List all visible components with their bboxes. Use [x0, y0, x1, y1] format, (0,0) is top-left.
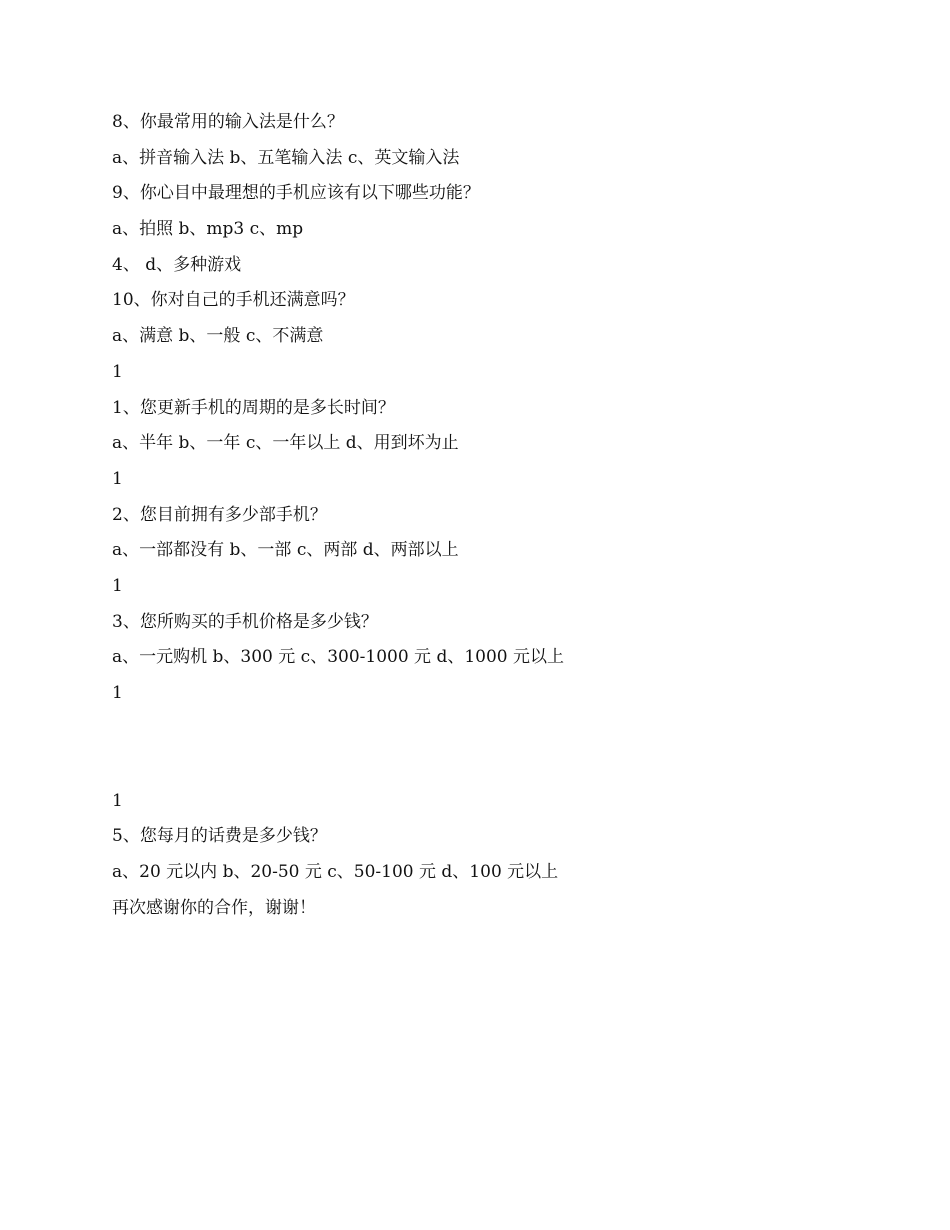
section-marker: 1 [112, 683, 123, 703]
answer-options-9-continued: 4、 d、多种游戏 [112, 254, 242, 275]
section-marker: 1 [112, 790, 123, 811]
answer-options-9: a、拍照 b、mp3 c、mp [112, 219, 304, 240]
question-9: 9、你心目中最理想的手机应该有以下哪些功能？ [112, 183, 480, 204]
closing-thanks: 再次感谢你的合作，谢谢！ [112, 897, 316, 918]
question-8: 8、你最常用的输入法是什么？ [112, 112, 344, 132]
answer-options-1: a、半年 b、一年 c、一年以上 d、用到坏为止 [112, 433, 459, 454]
question-5: 5、您每月的话费是多少钱？ [112, 826, 327, 847]
answer-options-3: a、一元购机 b、300 元 c、300-1000 元 d、1000 元以上 [112, 647, 565, 668]
section-marker: 1 [112, 575, 123, 596]
section-marker: 1 [112, 361, 123, 382]
answer-options-5: a、20 元以内 b、20-50 元 c、50-100 元 d、100 元以上 [112, 862, 559, 883]
answer-options-8: a、拼音输入法 b、五笔输入法 c、英文输入法 [112, 147, 460, 168]
question-3: 3、您所购买的手机价格是多少钱？ [112, 611, 378, 632]
question-10: 10、你对自己的手机还满意吗？ [112, 290, 355, 311]
question-2: 2、您目前拥有多少部手机？ [112, 504, 327, 525]
answer-options-2: a、一部都没有 b、一部 c、两部 d、两部以上 [112, 540, 459, 561]
answer-options-10: a、满意 b、一般 c、不满意 [112, 326, 324, 347]
question-1: 1、您更新手机的周期的是多长时间？ [112, 397, 395, 418]
section-marker: 1 [112, 468, 123, 489]
blank-space [112, 712, 872, 784]
document-body [112, 105, 872, 926]
